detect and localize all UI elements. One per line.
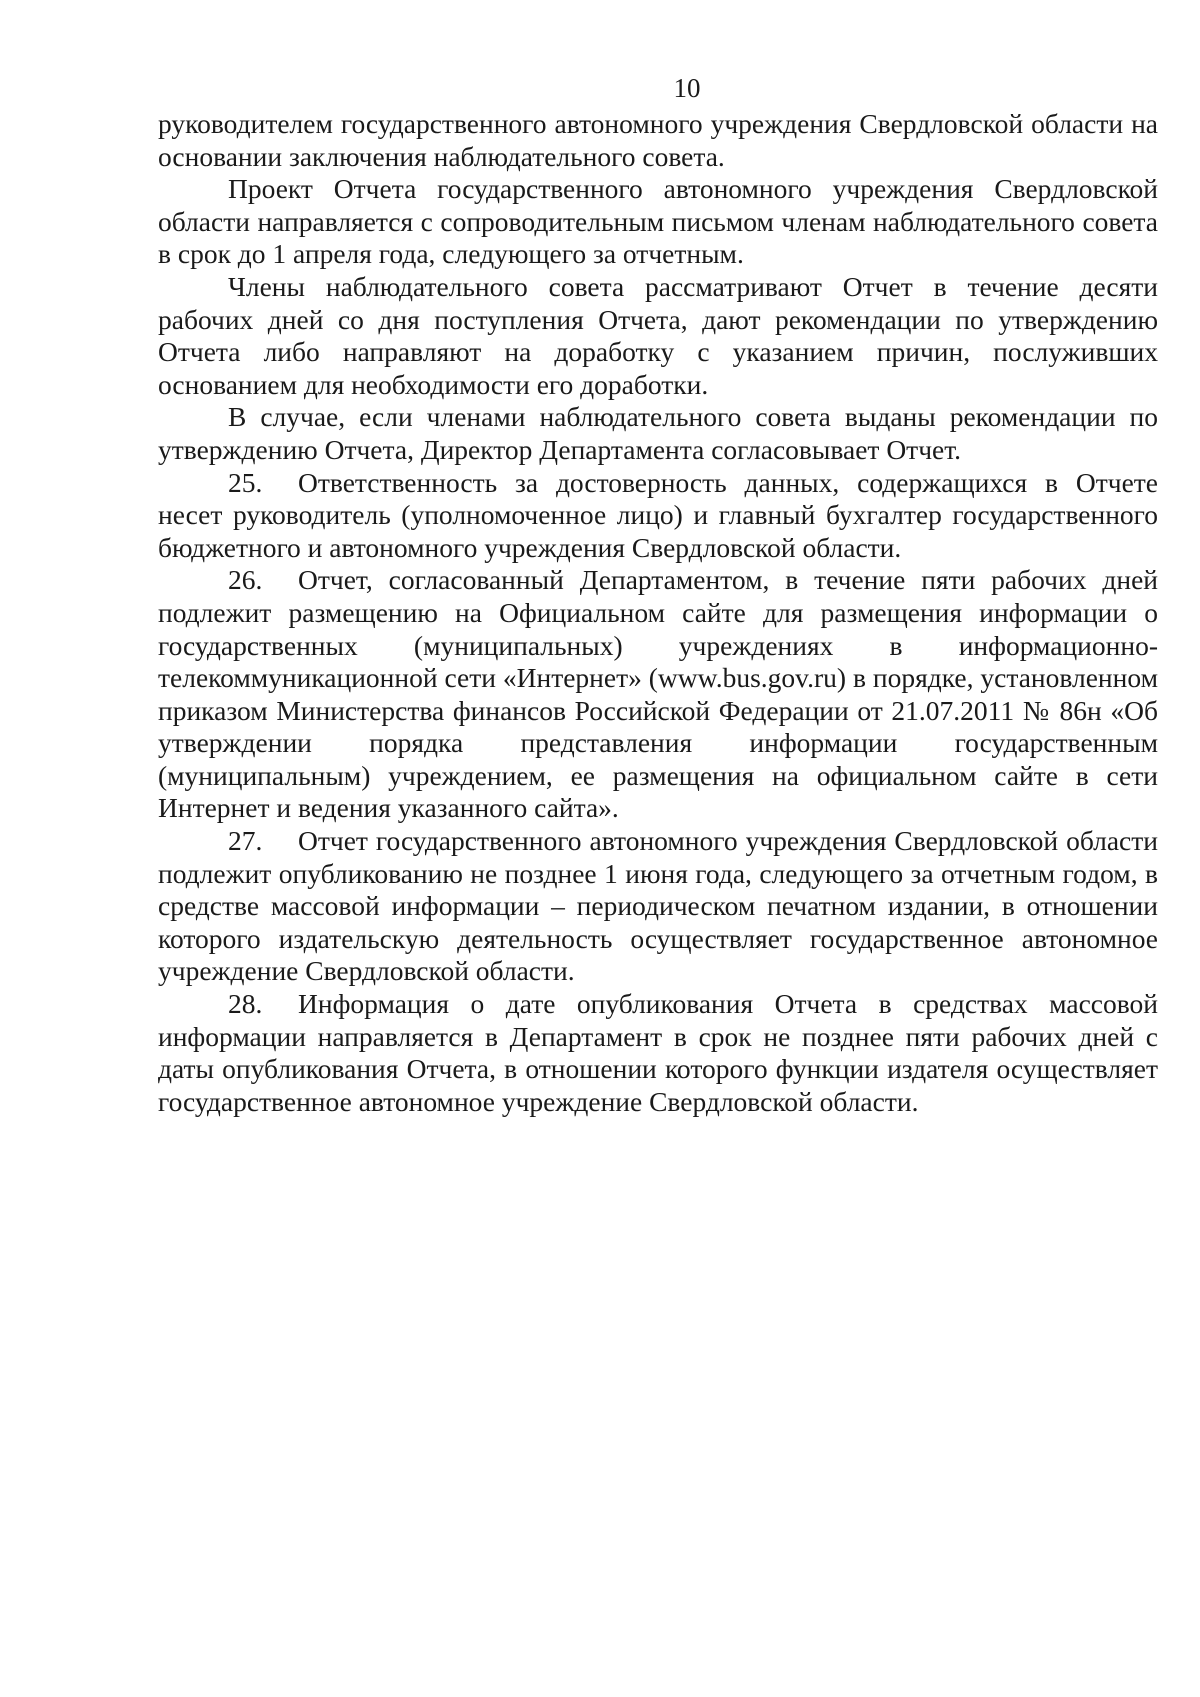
clause-25 bbox=[158, 467, 1158, 565]
page-number: 10 bbox=[673, 73, 701, 103]
paragraph-text: Члены наблюдательного совета рассматривают Отчет в течение десяти рабочих дней со дня поступления Отчета, дают рекомендации по утверждению Отчета либо направляют на доработку с указанием причин, послуживших основанием для необходимости его доработки. bbox=[158, 270, 1158, 400]
clause-text: Информация о дате опубликования Отчета в средствах массовой информации направляется в Департамент в срок не позднее пяти рабочих дней с даты опубликования Отчета, в отношении которого функции издателя осуществляет государственное автономное учреждение Свердловской области. bbox=[158, 988, 1158, 1117]
clause-text: Ответственность за достоверность данных, содержащихся в Отчете несет руководитель (уполномоченное лицо) и главный бухгалтер государственного бюджетного и автономного учреждения Свердловской области. bbox=[158, 466, 1158, 563]
paragraph-text: Проект Отчета государственного автономного учреждения Свердловской области направляется с сопроводительным письмом членам наблюдательного совета в срок до 1 апреля года, следующего за отчетным. bbox=[158, 173, 1158, 270]
clause-number: 28. bbox=[228, 988, 263, 1020]
clause-number: 27. bbox=[228, 825, 263, 857]
clause-text: Отчет государственного автономного учреждения Свердловской области подлежит опубликованию не позднее 1 июня года, следующего за отчетным годом, в средстве массовой информации – периодическом печатном издании, в отношении которого издательскую деятельность осуществляет государственное автономное учреждение Свердловской области. bbox=[158, 825, 1158, 987]
paragraph-board-review bbox=[158, 271, 1158, 401]
paragraph-report-draft bbox=[158, 173, 1158, 271]
paragraph-continuation bbox=[158, 108, 1158, 173]
clause-number: 26. bbox=[228, 564, 263, 596]
paragraph-director-approval bbox=[158, 401, 1158, 466]
paragraph-text: руководителем государственного автономного учреждения Свердловской области на основании заключения наблюдательного совета. bbox=[158, 108, 1158, 172]
clause-28 bbox=[158, 988, 1158, 1118]
clause-27 bbox=[158, 825, 1158, 988]
clause-text: Отчет, согласованный Департаментом, в течение пяти рабочих дней подлежит размещению на Официальном сайте для размещения информации о государственных (муниципальных) учреждениях в информационно-телекоммуникационной сети «Интернет» (www.bus.gov.ru) в порядке, установленном приказом Министерства финансов Российской Федерации от 21.07.2011 № 86н «Об утверждении порядка представления информации государственным (муниципальным) учреждением, ее размещения на официальном сайте в сети Интернет и ведения указанного сайта». bbox=[158, 564, 1158, 824]
clause-26 bbox=[158, 564, 1158, 825]
document-page bbox=[158, 72, 1158, 1118]
clause-number: 25. bbox=[228, 466, 263, 498]
paragraph-text: В случае, если членами наблюдательного совета выданы рекомендации по утверждению Отчета, Директор Департамента согласовывает Отчет. bbox=[158, 401, 1158, 465]
